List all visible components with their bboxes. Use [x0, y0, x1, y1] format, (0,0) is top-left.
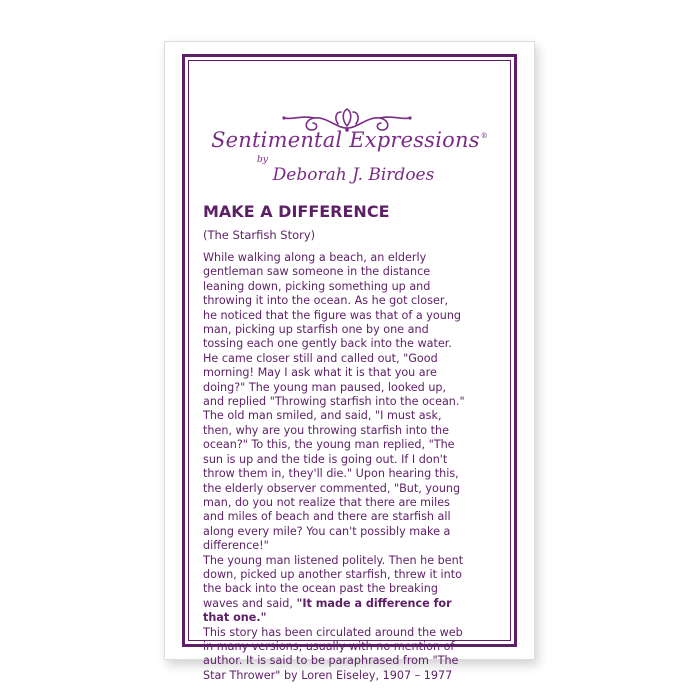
brand-name: Sentimental Expressions	[211, 128, 480, 152]
story-line: throwing it into the ocean. As he got closer,	[203, 294, 448, 308]
footnote-line: author. It is said to be paraphrased from "The	[203, 654, 459, 668]
story-line: and miles of beach and there are starfish all	[203, 510, 451, 524]
story-line: man, do you not realize that there are miles	[203, 495, 450, 509]
story-line: leaning down, picking something up and	[203, 279, 431, 293]
story-quote-bold: "It made a difference for	[296, 596, 452, 610]
by-label: by	[257, 155, 268, 165]
author-name: Deborah J. Birdoes	[272, 165, 435, 185]
story-line: The young man listened politely. Then he bent	[203, 553, 464, 567]
story-text	[203, 251, 513, 683]
story-line: the elderly observer commented, "But, young	[203, 481, 461, 495]
brand-logo	[165, 128, 534, 152]
story-line: morning! May I ask what it is that you are	[203, 366, 437, 380]
story-line: While walking along a beach, an elderly	[203, 251, 427, 264]
story-line: He came closer still and called out, "Good	[203, 351, 438, 365]
story-line: down, picked up another starfish, threw it into	[203, 567, 462, 581]
story-line-emphasis	[203, 597, 513, 611]
story-line: ocean?" To this, the young man replied, "The	[203, 438, 455, 452]
footnote-line: Star Thrower" by Loren Eiseley, 1907 – 1977	[203, 668, 453, 682]
story-line-prefix: waves and said,	[203, 596, 297, 610]
trademark-symbol: ®	[480, 132, 488, 140]
card-title: MAKE A DIFFERENCE	[203, 202, 390, 221]
story-line: he noticed that the figure was that of a young	[203, 308, 462, 322]
story-line: then, why are you throwing starfish into the	[203, 423, 449, 437]
author-byline	[165, 155, 534, 185]
story-line: along every mile? You can't possibly make a	[203, 524, 451, 538]
story-line: throw them in, they'll die." Upon hearing this,	[203, 467, 459, 481]
story-line: doing?" The young man paused, looked up,	[203, 380, 447, 394]
story-line-emphasis	[203, 611, 513, 625]
prayer-card	[164, 41, 535, 682]
story-line: the back into the ocean past the breaking	[203, 582, 438, 596]
story-line: sun is up and the tide is going out. If I don't	[203, 452, 448, 466]
footnote-line: in many versions, usually with no mention of	[203, 639, 455, 653]
story-line: man, picking up starfish one by one and	[203, 323, 429, 337]
story-line: difference!"	[203, 539, 269, 553]
story-line: and replied "Throwing starfish into the ocean."	[203, 395, 465, 409]
story-line: The old man smiled, and said, "I must ask,	[203, 409, 442, 423]
story-quote-bold: that one."	[203, 611, 267, 625]
story-line: gentleman saw someone in the distance	[203, 265, 431, 279]
story-line: tossing each one gently back into the water.	[203, 337, 452, 351]
footnote-line: This story has been circulated around the web	[203, 625, 463, 639]
card-subtitle: (The Starfish Story)	[203, 228, 316, 242]
